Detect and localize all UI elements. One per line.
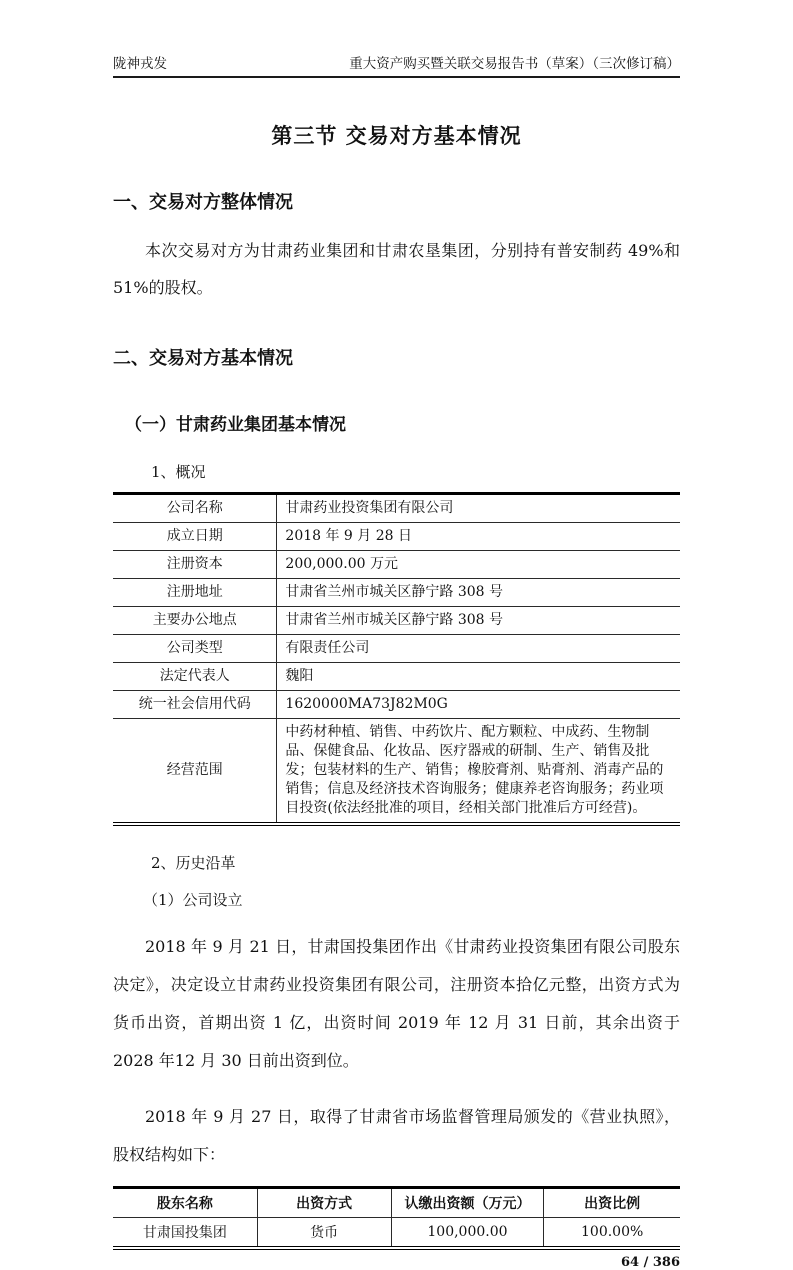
cell-contribution-method: 货币 [257,1218,391,1249]
section-heading-basic: 二、交易对方基本情况 [113,348,293,369]
row-label-legal-representative: 法定代表人 [113,663,277,691]
column-header-shareholder-name: 股东名称 [113,1188,257,1218]
table-row [113,551,680,579]
row-label-registered-capital: 注册资本 [113,551,277,579]
row-label-main-office: 主要办公地点 [113,607,277,635]
cell-contribution-ratio: 100.00% [544,1218,680,1249]
table-row [113,663,680,691]
row-label-company-name: 公司名称 [113,494,277,523]
table-row [113,719,680,825]
row-label-credit-code: 统一社会信用代码 [113,691,277,719]
row-value-registered-capital: 200,000.00 万元 [277,551,680,579]
table-header-row [113,1188,680,1218]
heading-company-establishment: （1）公司设立 [143,891,243,909]
row-value-main-office: 甘肃省兰州市城关区静宁路 308 号 [277,607,680,635]
section-heading-overall: 一、交易对方整体情况 [113,192,293,213]
header-report-title: 重大资产购买暨关联交易报告书（草案）（三次修订稿） [349,56,680,72]
row-value-registered-address: 甘肃省兰州市城关区静宁路 308 号 [277,579,680,607]
row-label-registered-address: 注册地址 [113,579,277,607]
page-number: 64 / 386 [620,1255,680,1270]
cell-shareholder-name: 甘肃国投集团 [142,1225,227,1241]
table-row [113,607,680,635]
column-header-subscribed-amount: 认缴出资额（万元） [391,1188,544,1218]
column-header-contribution-ratio: 出资比例 [544,1188,680,1218]
heading-history: 2、历史沿革 [151,854,236,872]
heading-overview: 1、概况 [151,463,206,481]
row-value-company-type: 有限责任公司 [277,635,680,663]
company-overview-table [113,492,680,826]
table-row [113,579,680,607]
table-row [113,1218,680,1249]
table-row [113,523,680,551]
subsection-heading-gansu-pharma: （一）甘肃药业集团基本情况 [125,415,346,435]
row-value-company-name: 甘肃药业投资集团有限公司 [277,494,680,523]
row-label-company-type: 公司类型 [113,635,277,663]
cell-subscribed-amount: 100,000.00 [391,1218,544,1249]
paragraph-overall-counterparties: 本次交易对方为甘肃药业集团和甘肃农垦集团，分别持有普安制药 49%和51%的股权。 [113,241,680,297]
row-value-founded-date: 2018 年 9 月 28 日 [277,523,680,551]
paragraph-business-license: 2018 年 9 月 27 日，取得了甘肃省市场监督管理局颁发的《营业执照》，股权结构如下： [113,1107,680,1164]
shareholder-structure-table [113,1186,680,1250]
row-value-legal-representative: 魏阳 [277,663,680,691]
table-row [113,691,680,719]
row-label-founded-date: 成立日期 [113,523,277,551]
row-label-business-scope: 经营范围 [113,719,277,825]
chapter-title: 第三节 交易对方基本情况 [271,124,522,148]
row-value-credit-code: 1620000MA73J82M0G [277,691,680,719]
paragraph-establishment: 2018 年 9 月 21 日，甘肃国投集团作出《甘肃药业投资集团有限公司股东决定》，决定设立甘肃药业投资集团有限公司，注册资本拾亿元整，出资方式为货币出资，首期出资 1 亿，出资时间 2019 年 12 月 31 日前，其余出资于 2028 年12 月 30 日前出资到位。 [113,937,680,1070]
header-company-short-name: 陇神戎发 [113,56,167,72]
table-row [113,494,680,523]
running-header [113,52,680,78]
table-row [113,635,680,663]
row-value-business-scope: 中药材种植、销售、中药饮片、配方颗粒、中成药、生物制品、保健食品、化妆品、医疗器戒的研制、生产、销售及批发；包装材料的生产、销售；橡胶膏剂、贴膏剂、消毒产品的销售；信息及经济技术咨询服务；健康养老咨询服务；药业项目投资(依法经批准的项目，经相关部门批准后方可经营)。 [285,724,664,816]
column-header-contribution-method: 出资方式 [257,1188,391,1218]
